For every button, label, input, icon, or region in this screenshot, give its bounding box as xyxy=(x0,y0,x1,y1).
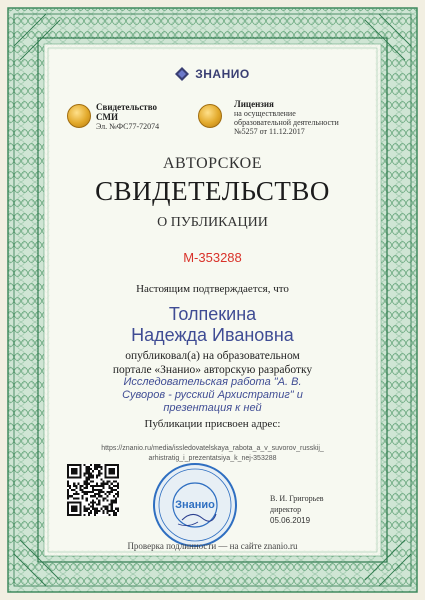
url-line2[interactable]: arhistratig_i_prezentatsiya_k_nej-353288 xyxy=(148,455,277,462)
address-title: Публикации присвоен адрес: xyxy=(144,418,281,430)
certificate-number: М-353288 xyxy=(183,250,242,265)
license-line2: образовательной деятельности xyxy=(234,118,339,127)
heading-main: СВИДЕТЕЛЬСТВО xyxy=(95,176,330,206)
qr-code[interactable] xyxy=(67,464,119,516)
gold-medal-icon xyxy=(67,104,91,128)
license-title: Лицензия xyxy=(234,99,274,109)
person-given-names: Надежда Ивановна xyxy=(131,325,294,345)
url-line1[interactable]: https://znanio.ru/media/issledovatelskaya_rabota_a_v_suvorov_russkij_ xyxy=(101,445,324,452)
work-line2: Суворов - русский Архистратиг" и xyxy=(122,389,303,401)
published-line2: портале «Знанио» авторскую разработку xyxy=(112,364,313,376)
verify-text: Проверка подлинности — на сайте znanio.ru xyxy=(127,541,298,551)
gold-medal-icon xyxy=(198,104,222,128)
heading-sub: О ПУБЛИКАЦИИ xyxy=(157,215,268,230)
signatory-name: В. И. Григорьев xyxy=(270,494,324,503)
license-line1: на осуществление xyxy=(234,109,296,118)
round-seal-stamp xyxy=(152,462,238,548)
smi-block xyxy=(96,102,159,131)
smi-title-line1: Свидетельство xyxy=(96,102,158,112)
license-line3: №5257 от 11.12.2017 xyxy=(234,127,305,136)
license-block xyxy=(234,99,339,136)
znanio-logo xyxy=(0,67,425,81)
znanio-logo-icon xyxy=(175,67,189,81)
signature-date: 05.06.2019 xyxy=(270,516,311,525)
published-text xyxy=(0,349,425,377)
logo-text: ЗНАНИО xyxy=(195,67,250,81)
seal-center-text: Знанио xyxy=(175,499,215,511)
smi-title-line2: СМИ xyxy=(96,112,118,122)
confirm-text: Настоящим подтверждается, что xyxy=(136,283,289,295)
person-name xyxy=(0,304,425,346)
publication-url[interactable] xyxy=(0,444,425,464)
heading-top: АВТОРСКОЕ xyxy=(163,155,262,172)
smi-number: Эл. №ФС77-72074 xyxy=(96,122,160,131)
work-line3: презентация к ней xyxy=(163,402,262,414)
person-surname: Толпекина xyxy=(168,304,257,324)
signatory-role: директор xyxy=(270,505,302,514)
work-title xyxy=(0,376,425,415)
work-line1: Исследовательская работа "А. В. xyxy=(123,376,302,388)
published-line1: опубликовал(а) на образовательном xyxy=(125,350,300,362)
